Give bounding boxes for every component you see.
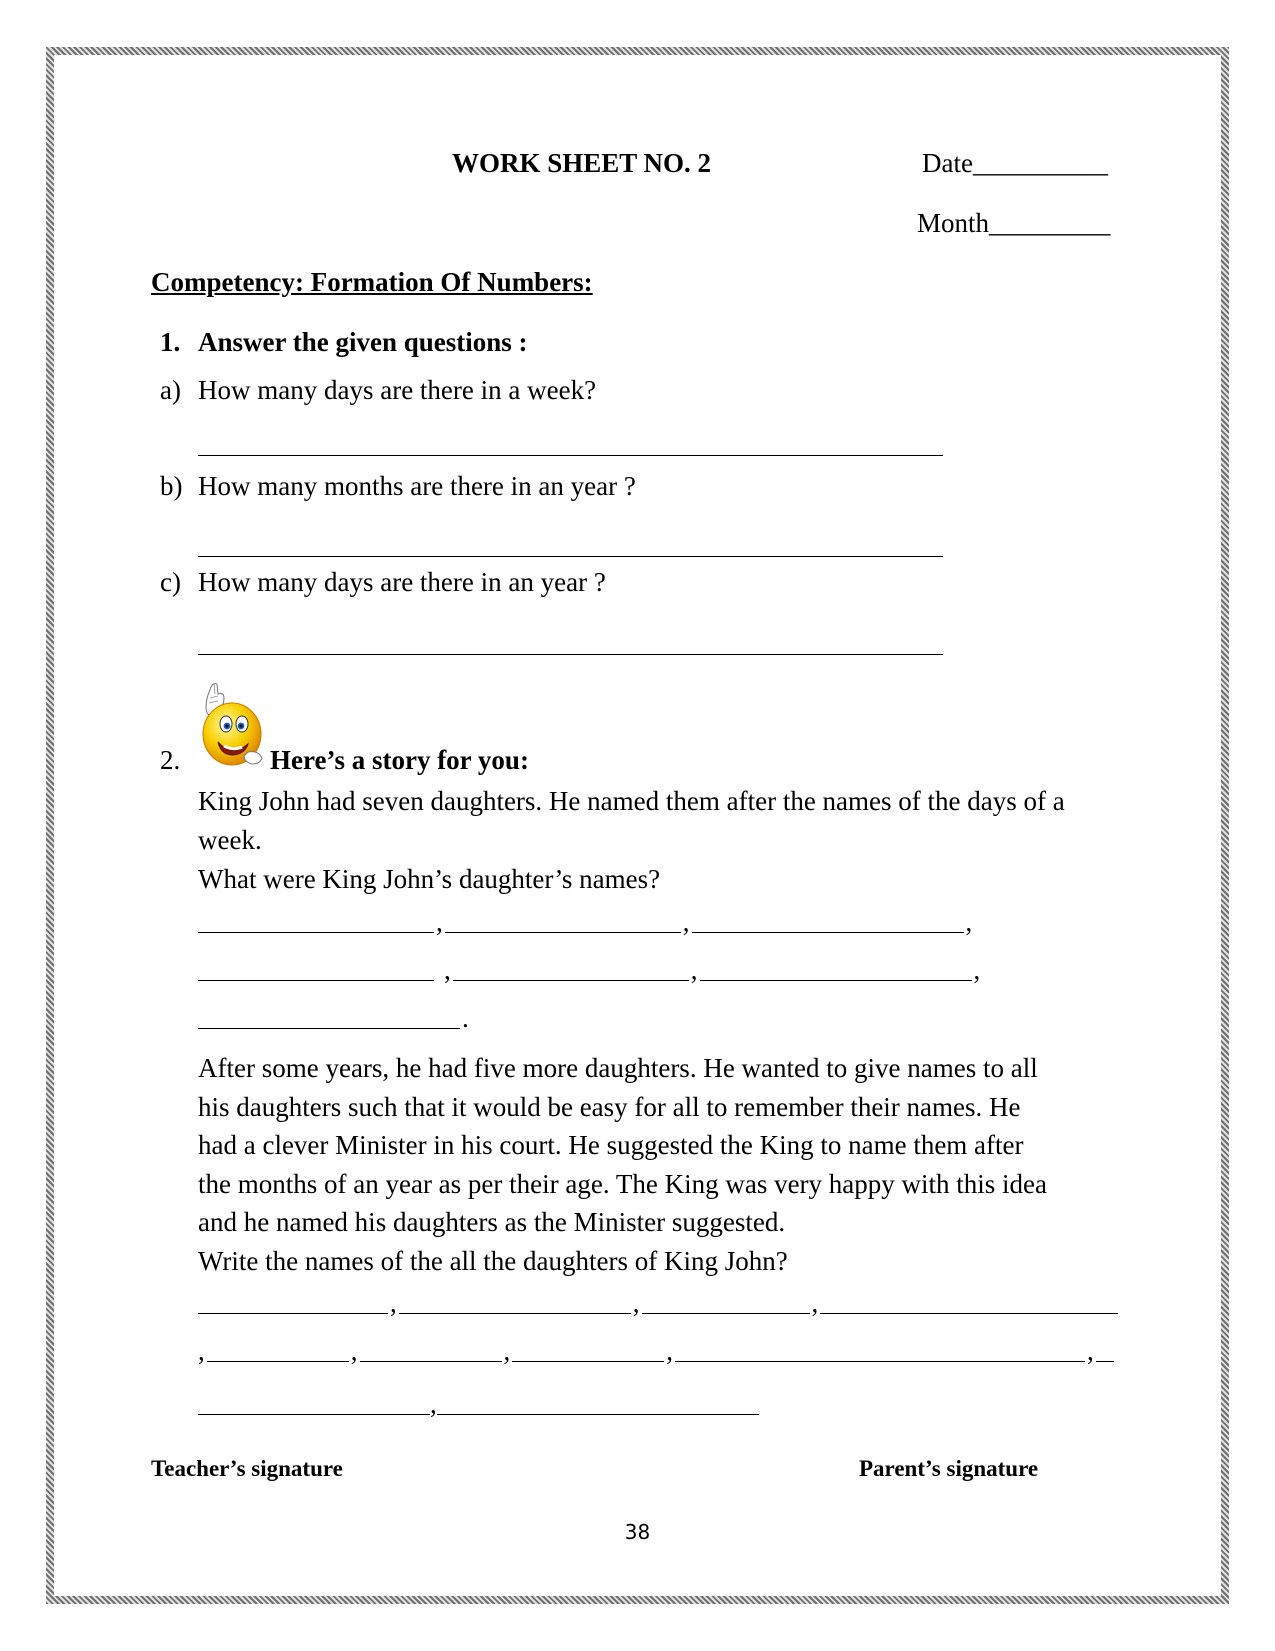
question-b-label: b) bbox=[160, 471, 183, 501]
story-line: the months of an year as per their age. The King was very happy with this idea bbox=[198, 1168, 1048, 1199]
daughter-names-row-3 bbox=[198, 999, 471, 1033]
date-field: Date__________ bbox=[922, 148, 1108, 178]
story-line: had a clever Minister in his court. He suggested the King to name them after bbox=[198, 1130, 1024, 1160]
question-b bbox=[160, 471, 636, 502]
comma: , bbox=[811, 1288, 819, 1318]
question-a-label: a) bbox=[160, 375, 181, 405]
story-paragraph-1: King John had seven daughters. He named them after the names of the days of a week. bbox=[198, 786, 1065, 855]
month-names-row-3 bbox=[198, 1385, 759, 1419]
name-blank[interactable] bbox=[642, 1291, 810, 1314]
parent-signature-label: Parent’s signature bbox=[859, 1456, 1039, 1481]
name-blank[interactable] bbox=[512, 1339, 664, 1362]
answer-line-a[interactable] bbox=[198, 455, 943, 456]
name-blank[interactable] bbox=[198, 958, 434, 981]
name-blank[interactable] bbox=[198, 910, 434, 933]
question-1-number: 1. bbox=[160, 327, 181, 357]
name-blank[interactable] bbox=[700, 958, 972, 981]
story-line: and he named his daughters as the Minister suggested. bbox=[198, 1207, 786, 1237]
daughter-names-row-2 bbox=[198, 951, 982, 985]
name-blank[interactable] bbox=[445, 910, 681, 933]
name-blank[interactable] bbox=[692, 910, 964, 933]
question-c-text: How many days are there in an year ? bbox=[198, 567, 606, 597]
teacher-signature-label: Teacher’s signature bbox=[151, 1456, 343, 1481]
month-names-row-2 bbox=[198, 1332, 1114, 1366]
month-field: Month_________ bbox=[917, 208, 1111, 238]
competency-heading: Competency: Formation Of Numbers: bbox=[151, 267, 593, 297]
page-number: 38 bbox=[624, 1520, 651, 1544]
answer-line-c[interactable] bbox=[198, 654, 943, 655]
name-blank[interactable] bbox=[399, 1291, 631, 1314]
story-line: After some years, he had five more daughters. He wanted to give names to all bbox=[198, 1053, 1038, 1083]
comma: , bbox=[350, 1336, 358, 1366]
story-question-1: What were King John’s daughter’s names? bbox=[198, 864, 661, 894]
name-blank[interactable] bbox=[437, 1392, 759, 1415]
question-c-label: c) bbox=[160, 567, 181, 597]
name-blank[interactable] bbox=[198, 1392, 430, 1415]
question-b-text: How many months are there in an year ? bbox=[198, 471, 636, 501]
story-line: his daughters such that it would be easy for all to remember their names. He bbox=[198, 1091, 1021, 1122]
question-a bbox=[160, 375, 596, 406]
name-blank[interactable] bbox=[675, 1339, 1085, 1362]
comma: , bbox=[198, 1336, 205, 1366]
story-heading: Here’s a story for you: bbox=[270, 745, 529, 775]
name-blank[interactable] bbox=[820, 1291, 1118, 1314]
month-names-row-1 bbox=[198, 1284, 1118, 1318]
name-blank[interactable] bbox=[453, 958, 689, 981]
question-1-heading bbox=[160, 327, 528, 358]
question-2-number: 2. bbox=[160, 745, 181, 775]
comma: , bbox=[1087, 1336, 1094, 1366]
comma: , bbox=[973, 955, 981, 985]
question-1-text: Answer the given questions : bbox=[198, 327, 528, 357]
comma: , bbox=[965, 907, 973, 937]
answer-line-b[interactable] bbox=[198, 556, 943, 557]
story-question-2: Write the names of the all the daughters of King John? bbox=[198, 1246, 788, 1276]
pointing-smiley-icon bbox=[196, 680, 276, 770]
name-blank[interactable] bbox=[198, 1291, 388, 1314]
name-blank[interactable] bbox=[198, 1006, 460, 1029]
comma: , bbox=[503, 1336, 511, 1366]
comma: , bbox=[436, 907, 443, 937]
full-stop: . bbox=[462, 1003, 469, 1033]
comma: , bbox=[430, 1389, 437, 1419]
name-blank[interactable] bbox=[1096, 1339, 1114, 1362]
worksheet-title: WORK SHEET NO. 2 bbox=[452, 148, 712, 178]
daughter-names-row-1 bbox=[198, 903, 974, 937]
comma: , bbox=[666, 1336, 673, 1366]
story-paragraph-2 bbox=[198, 1049, 1133, 1242]
comma: , bbox=[632, 1288, 640, 1318]
name-blank[interactable] bbox=[207, 1339, 349, 1362]
question-c bbox=[160, 567, 606, 598]
comma: , bbox=[390, 1288, 397, 1318]
comma: , bbox=[690, 955, 698, 985]
question-a-text: How many days are there in a week? bbox=[198, 375, 597, 405]
name-blank[interactable] bbox=[360, 1339, 502, 1362]
comma: , bbox=[444, 955, 451, 985]
comma: , bbox=[682, 907, 690, 937]
